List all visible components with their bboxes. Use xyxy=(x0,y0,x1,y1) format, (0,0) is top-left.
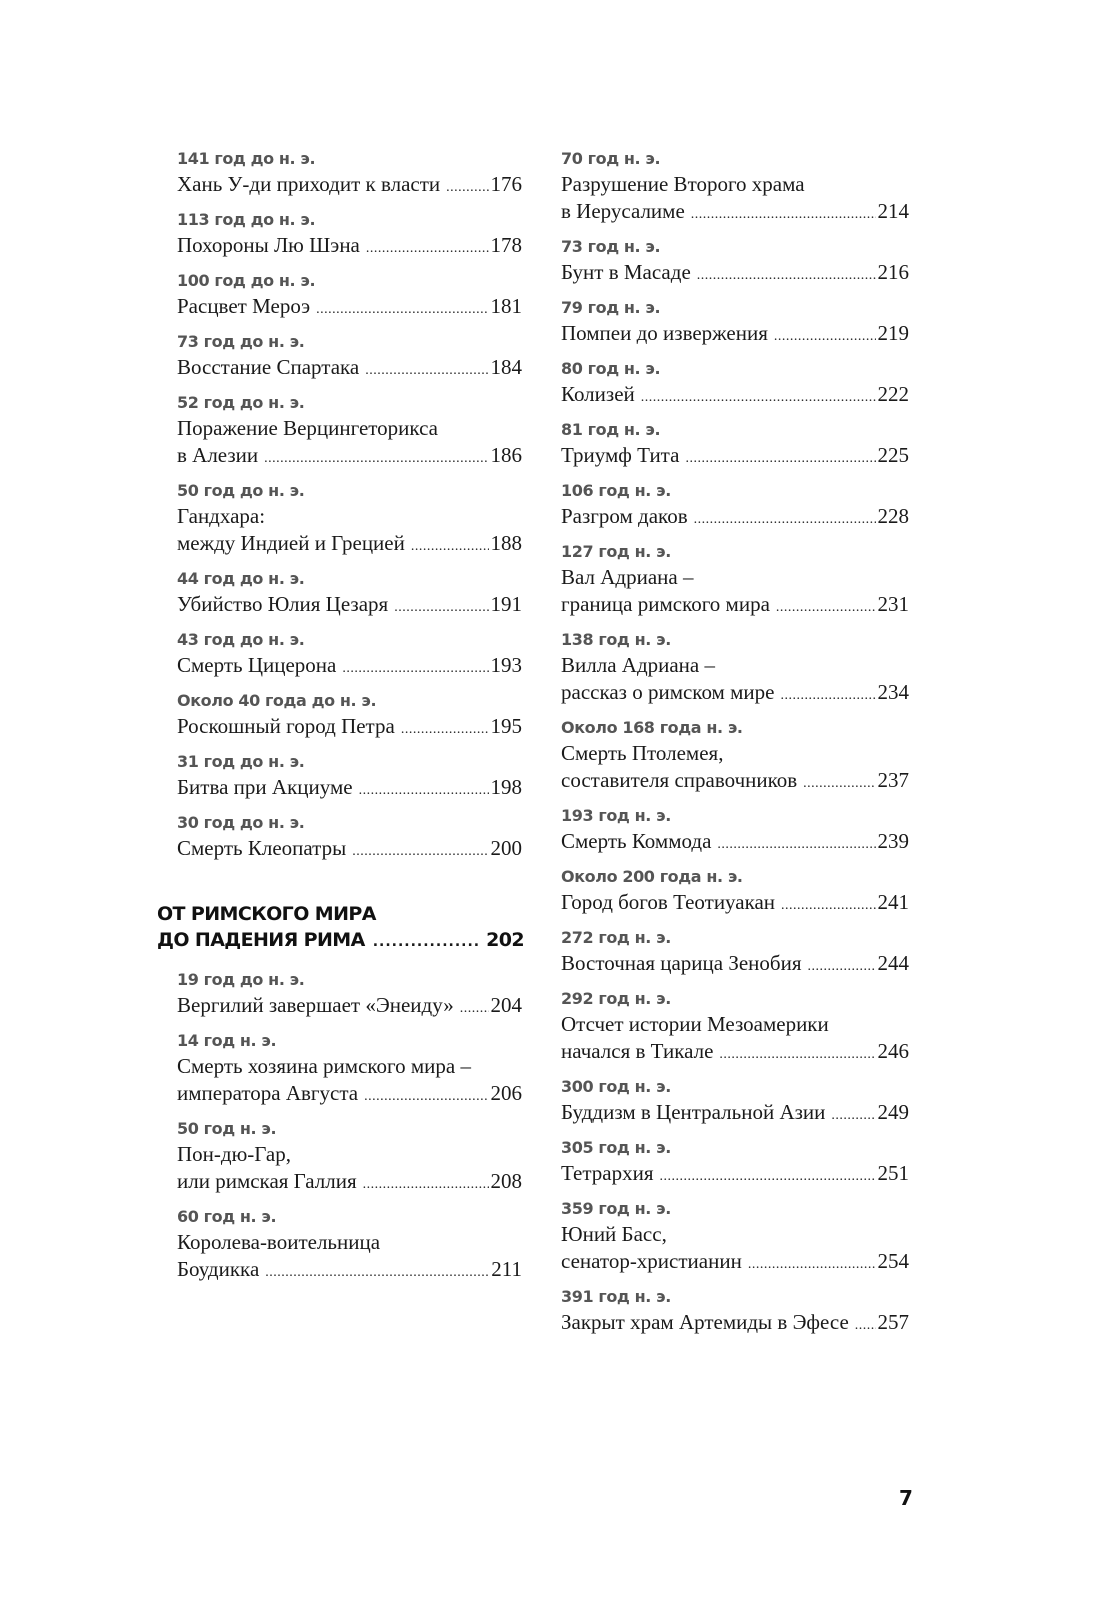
entry-title-row xyxy=(561,503,909,530)
entry-page-number: 241 xyxy=(877,890,909,914)
toc-entry[interactable] xyxy=(561,1074,909,1126)
entry-title: Закрыт храм Артемиды в Эфесе xyxy=(561,1310,849,1334)
dot-leader xyxy=(401,716,489,743)
dot-leader xyxy=(803,770,875,797)
entry-page-number: 231 xyxy=(877,592,909,616)
entry-title-row xyxy=(177,293,522,320)
entry-page-number: 184 xyxy=(490,355,522,379)
section-heading[interactable] xyxy=(157,901,524,953)
toc-entry-list xyxy=(177,146,522,862)
entry-title-row xyxy=(177,530,522,557)
entry-title-line: Юний Басс, xyxy=(561,1222,667,1246)
dot-leader xyxy=(394,594,488,621)
entry-date: 138 год н. э. xyxy=(561,630,671,649)
toc-entry[interactable] xyxy=(177,1116,522,1195)
entry-title-row xyxy=(177,232,522,259)
entry-date: Около 168 года н. э. xyxy=(561,718,743,737)
entry-date: 100 год до н. э. xyxy=(177,271,316,290)
dot-leader xyxy=(363,1171,489,1198)
entry-date: 43 год до н. э. xyxy=(177,630,305,649)
dot-leader xyxy=(697,262,876,289)
entry-date: 81 год н. э. xyxy=(561,420,661,439)
entry-title: Роскошный город Петра xyxy=(177,714,395,738)
entry-page-number: 181 xyxy=(490,294,522,318)
entry-page-number: 219 xyxy=(877,321,909,345)
entry-title-line: Разрушение Второго храма xyxy=(561,172,805,196)
entry-title-row xyxy=(177,992,522,1019)
dot-leader xyxy=(359,777,489,804)
section-heading-line1: ОТ РИМСКОГО МИРА xyxy=(157,903,376,925)
toc-entry[interactable] xyxy=(561,1196,909,1275)
entry-title: Смерть Коммода xyxy=(561,829,712,853)
entry-title: Восстание Спартака xyxy=(177,355,360,379)
toc-entry-list xyxy=(561,146,909,1336)
entry-title-row xyxy=(561,950,909,977)
entry-page-number: 237 xyxy=(877,768,909,792)
dot-leader xyxy=(265,1259,489,1286)
toc-entry[interactable] xyxy=(177,967,522,1019)
entry-title: Бунт в Масаде xyxy=(561,260,691,284)
entry-page-number: 257 xyxy=(877,1310,909,1334)
entry-date: 30 год до н. э. xyxy=(177,813,305,832)
toc-left-column xyxy=(157,146,524,1292)
dot-leader xyxy=(364,1083,488,1110)
entry-title: в Иерусалиме xyxy=(561,199,685,223)
dot-leader xyxy=(808,953,876,980)
toc-entry[interactable] xyxy=(561,234,909,286)
entry-date: 19 год до н. э. xyxy=(177,970,305,989)
entry-title-row xyxy=(561,1038,909,1065)
entry-page-number: 178 xyxy=(490,233,522,257)
dot-leader xyxy=(780,682,875,709)
entry-title: Восточная царица Зенобия xyxy=(561,951,802,975)
entry-title: Похороны Лю Шэна xyxy=(177,233,360,257)
toc-entry[interactable] xyxy=(177,1204,522,1283)
toc-entry[interactable] xyxy=(177,627,522,679)
toc-entry[interactable] xyxy=(177,478,522,557)
dot-leader xyxy=(691,201,876,228)
dot-leader xyxy=(774,323,876,350)
dot-leader xyxy=(411,533,489,560)
entry-date: 79 год н. э. xyxy=(561,298,661,317)
entry-date: 80 год н. э. xyxy=(561,359,661,378)
entry-date: 193 год н. э. xyxy=(561,806,671,825)
toc-entry[interactable] xyxy=(561,864,909,916)
entry-title-row xyxy=(561,259,909,286)
entry-title-line: Вал Адриана – xyxy=(561,565,694,589)
entry-title-row xyxy=(561,1160,909,1187)
entry-title-row xyxy=(177,171,522,198)
toc-entry[interactable] xyxy=(561,1284,909,1336)
entry-title-row xyxy=(561,767,909,794)
entry-date: 14 год н. э. xyxy=(177,1031,277,1050)
entry-title-row xyxy=(177,774,522,801)
toc-entry[interactable] xyxy=(561,627,909,706)
entry-page-number: 228 xyxy=(877,504,909,528)
entry-date: 113 год до н. э. xyxy=(177,210,316,229)
toc-entry[interactable] xyxy=(561,478,909,530)
toc-entry[interactable] xyxy=(177,688,522,740)
toc-entry[interactable] xyxy=(177,329,522,381)
toc-entry[interactable] xyxy=(561,986,909,1065)
page-number: 7 xyxy=(899,1486,913,1510)
entry-date: 359 год н. э. xyxy=(561,1199,671,1218)
entry-title: Город богов Теотиуакан xyxy=(561,890,776,914)
entry-title-row xyxy=(561,679,909,706)
entry-date: Около 200 года н. э. xyxy=(561,867,743,886)
entry-page-number: 208 xyxy=(490,1169,522,1193)
entry-date: 44 год до н. э. xyxy=(177,569,305,588)
toc-entry[interactable] xyxy=(561,715,909,794)
entry-title: Колизей xyxy=(561,382,635,406)
entry-title: между Индией и Грецией xyxy=(177,531,405,555)
entry-title: или римская Галлия xyxy=(177,1169,357,1193)
toc-entry[interactable] xyxy=(561,356,909,408)
entry-title-row xyxy=(561,1248,909,1275)
entry-page-number: 225 xyxy=(877,443,909,467)
entry-title: Разгром даков xyxy=(561,504,688,528)
entry-title: составителя справочников xyxy=(561,768,798,792)
entry-title-row xyxy=(561,591,909,618)
entry-date: 60 год н. э. xyxy=(177,1207,277,1226)
entry-date: 50 год н. э. xyxy=(177,1119,277,1138)
entry-page-number: 251 xyxy=(877,1161,909,1185)
entry-title: императора Августа xyxy=(177,1081,359,1105)
dot-leader xyxy=(831,1102,875,1129)
entry-page-number: 176 xyxy=(490,172,522,196)
entry-title: Смерть Клеопатры xyxy=(177,836,347,860)
toc-entry[interactable] xyxy=(177,146,522,198)
toc-entry[interactable] xyxy=(177,749,522,801)
toc-entry[interactable] xyxy=(177,268,522,320)
dot-leader xyxy=(719,1041,875,1068)
entry-title-row xyxy=(561,381,909,408)
dot-leader xyxy=(660,1163,876,1190)
entry-title: начался в Тикале xyxy=(561,1039,714,1063)
entry-page-number: 239 xyxy=(877,829,909,853)
entry-page-number: 200 xyxy=(490,836,522,860)
entry-title: рассказ о римском мире xyxy=(561,680,775,704)
entry-title-row xyxy=(561,1309,909,1336)
entry-date: 52 год до н. э. xyxy=(177,393,305,412)
entry-title: Хань У-ди приходит к власти xyxy=(177,172,441,196)
dot-leader xyxy=(373,929,480,955)
entry-title: Смерть Цицерона xyxy=(177,653,337,677)
entry-date: 305 год н. э. xyxy=(561,1138,671,1157)
entry-page-number: 222 xyxy=(877,382,909,406)
entry-title: Триумф Тита xyxy=(561,443,680,467)
entry-title: Боудикка xyxy=(177,1257,260,1281)
entry-title-line: Вилла Адриана – xyxy=(561,653,715,677)
entry-page-number: 214 xyxy=(877,199,909,223)
dot-leader xyxy=(460,995,489,1022)
entry-date: Около 40 года до н. э. xyxy=(177,691,377,710)
entry-title-row xyxy=(177,1080,522,1107)
entry-title: граница римского мира xyxy=(561,592,770,616)
entry-title-row xyxy=(177,354,522,381)
entry-title-row xyxy=(561,1099,909,1126)
toc-entry[interactable] xyxy=(177,1028,522,1107)
entry-date: 73 год до н. э. xyxy=(177,332,305,351)
entry-title: Битва при Акциуме xyxy=(177,775,353,799)
entry-title: сенатор-христианин xyxy=(561,1249,742,1273)
entry-page-number: 234 xyxy=(877,680,909,704)
entry-title: в Алезии xyxy=(177,443,259,467)
dot-leader xyxy=(352,838,488,865)
entry-date: 31 год до н. э. xyxy=(177,752,305,771)
entry-title-row xyxy=(177,442,522,469)
entry-date: 391 год н. э. xyxy=(561,1287,671,1306)
entry-page-number: 193 xyxy=(490,653,522,677)
dot-leader xyxy=(717,831,875,858)
entry-date: 127 год н. э. xyxy=(561,542,671,561)
entry-title-row xyxy=(177,591,522,618)
entry-page-number: 186 xyxy=(490,443,522,467)
entry-date: 141 год до н. э. xyxy=(177,149,316,168)
entry-page-number: 211 xyxy=(491,1257,522,1281)
dot-leader xyxy=(685,445,875,472)
entry-date: 50 год до н. э. xyxy=(177,481,305,500)
toc-entry[interactable] xyxy=(561,539,909,618)
entry-title-row xyxy=(177,835,522,862)
entry-date: 300 год н. э. xyxy=(561,1077,671,1096)
entry-title-row xyxy=(177,1256,522,1283)
entry-title-line: Поражение Верцингеторикса xyxy=(177,416,439,440)
entry-page-number: 198 xyxy=(490,775,522,799)
dot-leader xyxy=(316,296,488,323)
toc-entry[interactable] xyxy=(177,810,522,862)
toc-right-column xyxy=(561,146,909,1345)
entry-title-line: Смерть хозяина римского мира – xyxy=(177,1054,471,1078)
entry-title: Расцвет Мероэ xyxy=(177,294,311,318)
toc-entry[interactable] xyxy=(177,207,522,259)
entry-page-number: 188 xyxy=(490,531,522,555)
entry-title-line: Королева-воительница xyxy=(177,1230,381,1254)
dot-leader xyxy=(264,445,488,472)
entry-title-row xyxy=(177,1168,522,1195)
entry-page-number: 204 xyxy=(490,993,522,1017)
entry-title: Убийство Юлия Цезаря xyxy=(177,592,389,616)
toc-entry[interactable] xyxy=(561,295,909,347)
entry-title: Буддизм в Центральной Азии xyxy=(561,1100,826,1124)
toc-entry[interactable] xyxy=(561,925,909,977)
dot-leader xyxy=(446,174,488,201)
toc-entry[interactable] xyxy=(177,390,522,469)
toc-entry-list xyxy=(177,967,522,1283)
section-heading-title: ДО ПАДЕНИЯ РИМА xyxy=(157,929,365,951)
entry-page-number: 254 xyxy=(877,1249,909,1273)
dot-leader xyxy=(776,594,876,621)
entry-title-row xyxy=(561,198,909,225)
dot-leader xyxy=(855,1312,876,1339)
toc-entry[interactable] xyxy=(561,146,909,225)
entry-page-number: 216 xyxy=(877,260,909,284)
entry-page-number: 249 xyxy=(877,1100,909,1124)
entry-title-row xyxy=(561,442,909,469)
entry-page-number: 206 xyxy=(490,1081,522,1105)
entry-title-line: Гандхара: xyxy=(177,504,266,528)
section-page-number: 202 xyxy=(486,929,524,951)
entry-title-row xyxy=(177,652,522,679)
dot-leader xyxy=(342,655,488,682)
entry-date: 106 год н. э. xyxy=(561,481,671,500)
entry-page-number: 195 xyxy=(490,714,522,738)
section-heading-line2 xyxy=(157,927,524,953)
toc-entry[interactable] xyxy=(561,417,909,469)
entry-date: 292 год н. э. xyxy=(561,989,671,1008)
dot-leader xyxy=(365,357,488,384)
entry-title-line: Отсчет истории Мезоамерики xyxy=(561,1012,829,1036)
dot-leader xyxy=(781,892,875,919)
entry-title: Тетрархия xyxy=(561,1161,654,1185)
entry-title-line: Пон-дю-Гар, xyxy=(177,1142,291,1166)
entry-title-row xyxy=(561,320,909,347)
dot-leader xyxy=(366,235,489,262)
entry-title: Помпеи до извержения xyxy=(561,321,768,345)
entry-page-number: 191 xyxy=(490,592,522,616)
entry-title-row xyxy=(177,713,522,740)
entry-date: 73 год н. э. xyxy=(561,237,661,256)
entry-title-row xyxy=(561,828,909,855)
toc-entry[interactable] xyxy=(561,803,909,855)
dot-leader xyxy=(694,506,876,533)
toc-entry[interactable] xyxy=(177,566,522,618)
entry-date: 70 год н. э. xyxy=(561,149,661,168)
toc-entry[interactable] xyxy=(561,1135,909,1187)
entry-title: Вергилий завершает «Энеиду» xyxy=(177,993,454,1017)
entry-page-number: 244 xyxy=(877,951,909,975)
dot-leader xyxy=(748,1251,876,1278)
entry-title-row xyxy=(561,889,909,916)
entry-date: 272 год н. э. xyxy=(561,928,671,947)
dot-leader xyxy=(641,384,876,411)
entry-title-line: Смерть Птолемея, xyxy=(561,741,724,765)
entry-page-number: 246 xyxy=(877,1039,909,1063)
